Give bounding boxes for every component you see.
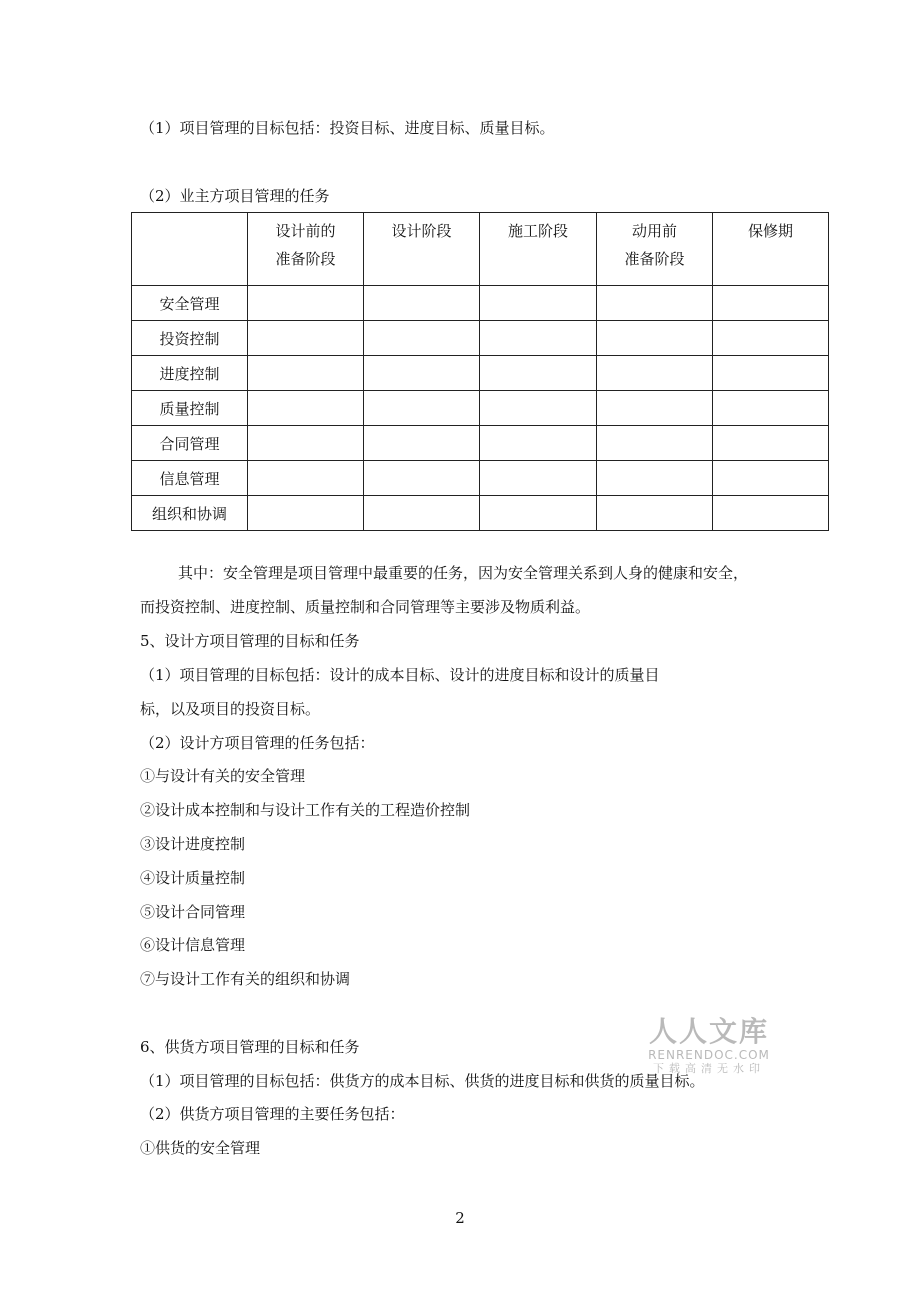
row-label: 质量控制 (132, 391, 248, 426)
design-goal-line-2: 标，以及项目的投资目标。 (140, 700, 321, 718)
design-section-heading: 5、设计方项目管理的目标和任务 (140, 632, 360, 650)
table-row (132, 321, 829, 356)
design-goal-line-1: （1）项目管理的目标包括：设计的成本目标、设计的进度目标和设计的质量目 (140, 666, 660, 684)
table-row (132, 286, 829, 321)
header-cell-design: 设计阶段 (364, 213, 480, 286)
row-label: 进度控制 (132, 356, 248, 391)
owner-goal-line: （1）项目管理的目标包括：投资目标、进度目标、质量目标。 (140, 119, 555, 137)
header-cell-pre-operation: 动用前 准备阶段 (597, 213, 713, 286)
list-item: ①供货的安全管理 (140, 1139, 261, 1157)
row-label: 组织和协调 (132, 496, 248, 531)
table-header-row (132, 213, 829, 286)
list-item: ③设计进度控制 (140, 835, 246, 853)
table-row (132, 426, 829, 461)
list-item: ⑥设计信息管理 (140, 936, 246, 954)
table-row (132, 496, 829, 531)
note-paragraph-line-1: 其中：安全管理是项目管理中最重要的任务，因为安全管理关系到人身的健康和安全， (178, 564, 749, 582)
row-label: 信息管理 (132, 461, 248, 496)
table-row (132, 356, 829, 391)
row-label: 投资控制 (132, 321, 248, 356)
row-label: 安全管理 (132, 286, 248, 321)
list-item: ②设计成本控制和与设计工作有关的工程造价控制 (140, 801, 471, 819)
owner-task-title: （2）业主方项目管理的任务 (140, 187, 330, 205)
table-row (132, 391, 829, 426)
watermark-title: 人人文库 (648, 1015, 769, 1048)
list-item: ⑦与设计工作有关的组织和协调 (140, 970, 351, 988)
supply-goal-line: （1）项目管理的目标包括：供货方的成本目标、供货的进度目标和供货的质量目标。 (140, 1072, 705, 1090)
list-item: ①与设计有关的安全管理 (140, 767, 306, 785)
table-row (132, 461, 829, 496)
watermark-url: RENRENDOC.COM (648, 1048, 770, 1062)
header-corner-cell (132, 213, 248, 286)
owner-task-table (131, 212, 829, 531)
header-cell-warranty: 保修期 (713, 213, 829, 286)
supply-section-heading: 6、供货方项目管理的目标和任务 (140, 1038, 360, 1056)
header-cell-construction: 施工阶段 (480, 213, 597, 286)
row-label: 合同管理 (132, 426, 248, 461)
watermark-tagline: 下载高清无水印 (653, 1062, 765, 1075)
supply-task-intro: （2）供货方项目管理的主要任务包括： (140, 1105, 405, 1123)
design-task-intro: （2）设计方项目管理的任务包括： (140, 734, 375, 752)
watermark-logo (644, 1016, 774, 1075)
note-paragraph-line-2: 而投资控制、进度控制、质量控制和合同管理等主要涉及物质利益。 (140, 598, 591, 616)
list-item: ⑤设计合同管理 (140, 903, 246, 921)
list-item: ④设计质量控制 (140, 869, 246, 887)
page-number: 2 (455, 1209, 465, 1227)
header-cell-pre-design: 设计前的 准备阶段 (248, 213, 364, 286)
